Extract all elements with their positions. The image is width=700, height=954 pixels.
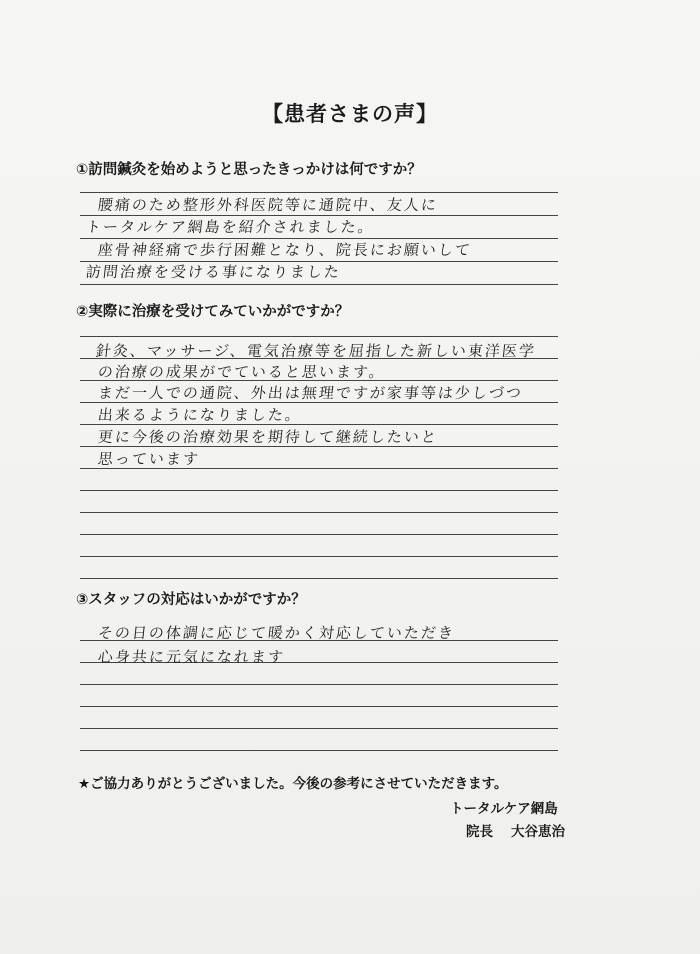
answer-line xyxy=(80,512,558,513)
answer-2-line-3: まだ一人での通院、外出は無理ですが家事等は少しづつ xyxy=(97,384,524,402)
answer-line xyxy=(80,578,558,579)
page-title: 【患者さまの声】 xyxy=(262,102,438,126)
question-1-label: ①訪問鍼灸を始めようと思ったきっかけは何ですか？ xyxy=(76,162,422,178)
answer-2-line-5: 更に今後の治療効果を期待して継続したいと xyxy=(97,428,439,446)
answer-line xyxy=(80,284,558,285)
answer-line xyxy=(80,556,558,557)
answer-line xyxy=(80,336,558,337)
answer-line xyxy=(80,728,558,729)
answer-2-line-4: 出来るようになりました。 xyxy=(97,406,303,424)
clinic-name: トータルケア網島 xyxy=(450,801,558,817)
answer-line xyxy=(80,192,558,193)
answer-2-line-1: 針灸、マッサージ、電気治療等を屈指した新しい東洋医学 xyxy=(95,342,537,360)
director-title: 院長 xyxy=(466,824,493,840)
thank-you-note: ★ご協力ありがとうございました。今後の参考にさせていただきます。 xyxy=(78,776,508,792)
question-3-label: ③スタッフの対応はいかがですか？ xyxy=(76,592,306,608)
answer-line xyxy=(80,750,558,751)
question-2-label: ②実際に治療を受けてみていかがですか？ xyxy=(76,304,350,320)
answer-3-line-2: 心身共に元気になれます xyxy=(97,648,286,666)
answer-line xyxy=(80,534,558,535)
answer-line xyxy=(80,684,558,685)
answer-2-line-2: の治療の成果がでていると思います。 xyxy=(97,363,387,381)
answer-1-line-1: 腰痛のため整形外科医院等に通院中、友人に xyxy=(97,196,439,214)
answer-1-line-3: 座骨神経痛で歩行困難となり、院長にお願いして xyxy=(97,241,473,259)
answer-line xyxy=(80,706,558,707)
answer-3-line-1: その日の体調に応じて暖かく対応していただき xyxy=(97,624,456,642)
director-name: 大谷恵治 xyxy=(511,824,565,840)
answer-1-line-2: トータルケア網島を紹介されました。 xyxy=(85,218,376,236)
answer-1-line-4: 訪問治療を受ける事になりました xyxy=(85,263,342,281)
answer-2-line-6: 思っています xyxy=(97,450,201,468)
answer-line xyxy=(80,490,558,491)
